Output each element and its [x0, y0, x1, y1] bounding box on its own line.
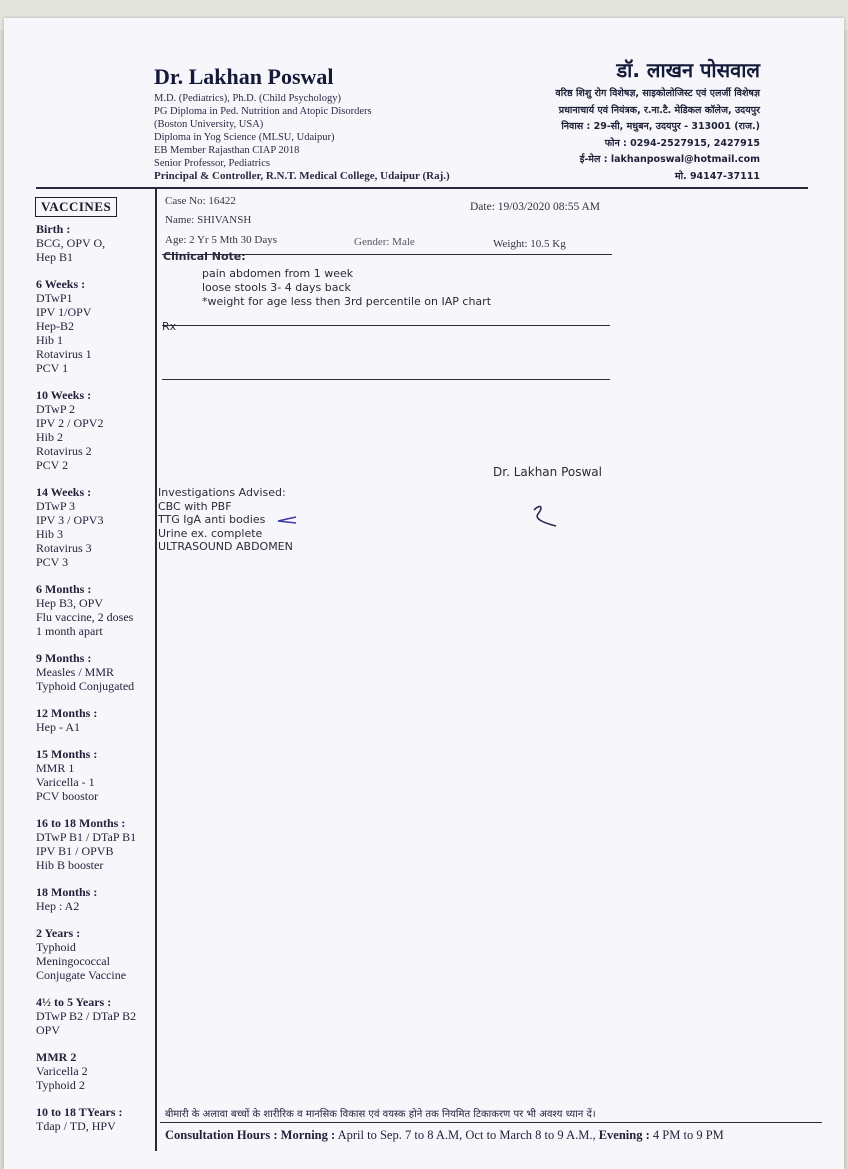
investigation-item: Urine ex. complete [158, 527, 263, 540]
patient-name: Name: SHIVANSH [165, 214, 252, 226]
vaccine-group [36, 926, 156, 982]
investigation-item: ULTRASOUND ABDOMEN [158, 540, 293, 553]
vaccine-group-heading: 9 Months : [36, 651, 92, 665]
patient-gender: Gender: Male [354, 236, 415, 248]
vaccine-group-heading: 10 Weeks : [36, 388, 92, 402]
vaccine-item: DTwP 2 [36, 402, 76, 416]
vaccine-item: Hep - A1 [36, 720, 80, 734]
vaccine-group [36, 1105, 156, 1133]
vaccine-group-heading: 10 to 18 TYears : [36, 1105, 123, 1119]
vaccine-item: Hib B booster [36, 858, 104, 872]
vaccine-item: Typhoid [36, 940, 76, 954]
clinical-note-line: pain abdomen from 1 week [202, 267, 354, 280]
hindi-details-block [555, 86, 760, 185]
vaccine-group [36, 485, 156, 569]
credential-line: PG Diploma in Ped. Nutrition and Atopic Disorders [154, 106, 372, 117]
hindi-line: ई-मेल : lakhanposwal@hotmail.com [579, 154, 760, 165]
vaccine-group-heading: 14 Weeks : [36, 485, 92, 499]
clinical-note-heading: Clinical Note: [163, 250, 246, 263]
vaccine-item: Hib 1 [36, 333, 63, 347]
signature-name: Dr. Lakhan Poswal [493, 465, 602, 479]
hindi-line: वरिष्ठ शिशु रोग विशेषज्ञ, साइकोलोजिस्ट एवं एलर्जी विशेषज्ञ [555, 88, 760, 99]
investigation-item: TTG IgA anti bodies [158, 513, 266, 526]
consultation-hours [165, 1128, 724, 1143]
vaccine-schedule-list [36, 222, 156, 1146]
vaccine-item: PCV 2 [36, 458, 69, 472]
vaccine-item: Meningococcal [36, 954, 110, 968]
vaccine-item: PCV 3 [36, 555, 69, 569]
vaccine-group-heading: 12 Months : [36, 706, 98, 720]
vaccine-item: IPV 1/OPV [36, 305, 92, 319]
vaccine-item: DTwP B1 / DTaP B1 [36, 830, 137, 844]
vaccine-group-heading: 6 Weeks : [36, 277, 86, 291]
patient-weight: Weight: 10.5 Kg [493, 238, 566, 250]
credential-line: Senior Professor, Pediatrics [154, 158, 270, 169]
vaccine-item: Flu vaccine, 2 doses [36, 610, 134, 624]
vaccine-item: DTwP B2 / DTaP B2 [36, 1009, 137, 1023]
vaccine-item: Hep B3, OPV [36, 596, 104, 610]
footer-divider [160, 1122, 822, 1123]
evening-hours: 4 PM to 9 PM [652, 1128, 724, 1142]
vaccine-group-heading: 4½ to 5 Years : [36, 995, 112, 1009]
hindi-line: मो. 94147-37111 [674, 170, 760, 182]
rx-label: Rx [162, 320, 177, 333]
vaccine-group [36, 706, 156, 734]
vaccine-item: Rotavirus 3 [36, 541, 92, 555]
vaccine-item: Typhoid Conjugated [36, 679, 135, 693]
vaccine-item: Hep : A2 [36, 899, 80, 913]
vaccine-item: 1 month apart [36, 624, 103, 638]
vaccine-group [36, 582, 156, 638]
case-number: Case No: 16422 [165, 195, 236, 207]
principal-line: Principal & Controller, R.N.T. Medical College, Udaipur (Raj.) [154, 170, 450, 182]
hindi-line: निवास : 29-सी, मधुबन, उदयपुर - 313001 (राज.) [561, 121, 760, 132]
vaccine-item: BCG, OPV O, [36, 236, 106, 250]
vaccine-group [36, 995, 156, 1037]
vaccine-group-heading: 15 Months : [36, 747, 98, 761]
hours-label: Consultation Hours : [165, 1128, 278, 1142]
vaccine-group [36, 747, 156, 803]
visit-date: Date: 19/03/2020 08:55 AM [470, 201, 601, 213]
vaccine-group [36, 885, 156, 913]
clinical-note-rule [162, 325, 610, 326]
vaccine-item: Hib 3 [36, 527, 63, 541]
vaccine-item: Varicella 2 [36, 1064, 88, 1078]
vaccine-item: Tdap / TD, HPV [36, 1119, 116, 1133]
doctor-name: Dr. Lakhan Poswal [154, 64, 334, 89]
vaccine-group-heading: 18 Months : [36, 885, 98, 899]
vaccine-group-heading: 2 Years : [36, 926, 81, 940]
vaccine-item: Conjugate Vaccine [36, 968, 127, 982]
clinical-note-line: loose stools 3- 4 days back [202, 281, 351, 294]
vaccine-item: Rotavirus 2 [36, 444, 92, 458]
vaccine-item: PCV boostor [36, 789, 99, 803]
evening-label: Evening : [598, 1128, 650, 1142]
doctor-name-hindi: डॉ. लाखन पोसवाल [616, 58, 760, 82]
vaccine-group [36, 816, 156, 872]
vaccine-group [36, 651, 156, 693]
credential-line: Diploma in Yog Science (MLSU, Udaipur) [154, 132, 335, 143]
vaccine-group-heading: Birth : [36, 222, 71, 236]
patient-age: Age: 2 Yr 5 Mth 30 Days [165, 234, 278, 246]
vaccine-item: Measles / MMR [36, 665, 114, 679]
header-divider [36, 187, 808, 189]
hindi-line: प्रधानाचार्य एवं नियंत्रक, र.ना.टै. मेडिकल कॉलेज, उदयपुर [558, 104, 760, 116]
vaccine-item: IPV 3 / OPV3 [36, 513, 104, 527]
vaccine-item: DTwP 3 [36, 499, 76, 513]
signature-mark [530, 502, 562, 528]
credential-line: (Boston University, USA) [154, 119, 264, 130]
investigations-heading: Investigations Advised: [158, 486, 286, 499]
vaccine-item: IPV B1 / OPVB [36, 844, 114, 858]
vaccine-group-heading: 16 to 18 Months : [36, 816, 126, 830]
vaccine-group [36, 388, 156, 472]
investigation-item: CBC with PBF [158, 500, 232, 513]
vaccine-item: MMR 1 [36, 761, 75, 775]
vaccines-title: VACCINES [35, 197, 117, 217]
vaccine-item: Varicella - 1 [36, 775, 95, 789]
vaccine-item: Hib 2 [36, 430, 63, 444]
vaccine-group [36, 1050, 156, 1092]
vaccine-item: Hep-B2 [36, 319, 74, 333]
vaccine-group-heading: 6 Months : [36, 582, 92, 596]
vaccine-item: DTwP1 [36, 291, 73, 305]
morning-hours: April to Sep. 7 to 8 A.M, Oct to March 8 to 9 A.M., [337, 1128, 596, 1142]
vaccine-item: Hep B1 [36, 250, 73, 264]
hindi-line: फोन : 0294-2527915, 2427915 [604, 137, 760, 149]
vaccine-group [36, 222, 156, 264]
vaccine-group-heading: MMR 2 [36, 1050, 77, 1064]
pen-tick-mark [276, 515, 300, 525]
rx-rule [162, 379, 610, 380]
vaccine-item: PCV 1 [36, 361, 69, 375]
morning-label: Morning : [280, 1128, 336, 1142]
vaccine-item: Rotavirus 1 [36, 347, 92, 361]
vaccine-item: OPV [36, 1023, 61, 1037]
clinical-note-line: *weight for age less then 3rd percentile on IAP chart [202, 295, 492, 308]
vaccine-item: Typhoid 2 [36, 1078, 85, 1092]
vaccine-group [36, 277, 156, 375]
credential-line: M.D. (Pediatrics), Ph.D. (Child Psychology) [154, 93, 341, 104]
credentials-block [154, 92, 450, 183]
vaccine-item: IPV 2 / OPV2 [36, 416, 104, 430]
credential-line: EB Member Rajasthan CIAP 2018 [154, 145, 300, 156]
footer-hindi-note: बीमारी के अलावा बच्चों के शारीरिक व मानसिक विकास एवं वयस्क होने तक नियमित टिकाकरण पर भी अवश्य ध्यान दें। [165, 1109, 596, 1120]
